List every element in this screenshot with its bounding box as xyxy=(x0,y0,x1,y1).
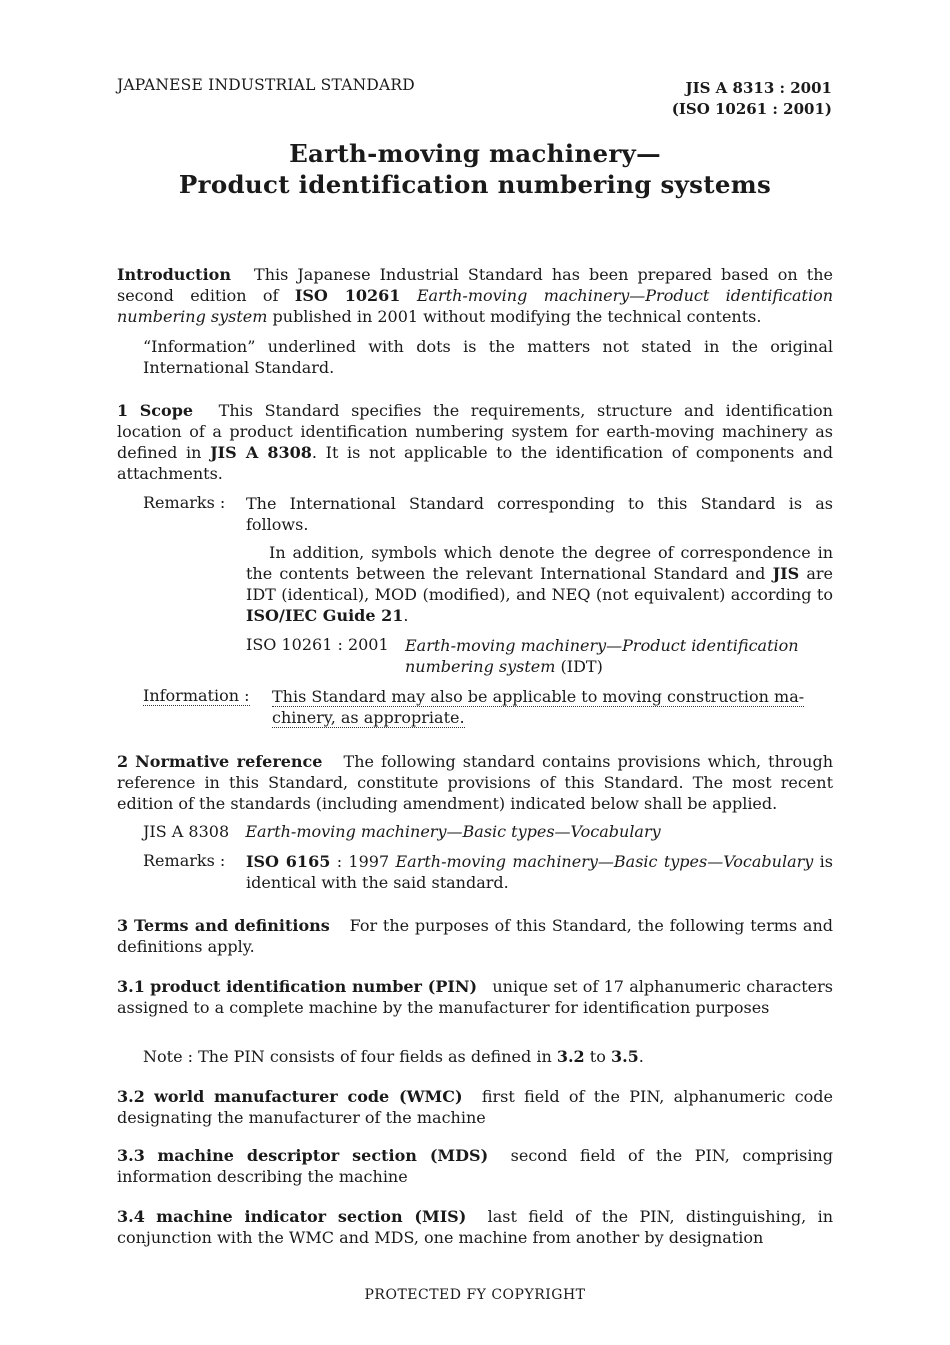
intro-std-ref: ISO 10261 xyxy=(294,286,401,305)
remarks-p2-text-b: are IDT (identical), MOD (modified), and NEQ (not equivalent) according to xyxy=(246,564,833,604)
intro-paragraph-2: “Information” underlined with dots is the matters not stated in the original International Standard. xyxy=(143,337,833,377)
def-text: last field of the PIN, distinguishing, in conjunction with the WMC and MDS, one machine from another by designation xyxy=(117,1207,834,1247)
page-title xyxy=(0,138,950,200)
information-label-text: Information : xyxy=(143,686,250,705)
def-term: machine indicator section (MIS) xyxy=(156,1207,467,1226)
title-line-2: Product identification numbering systems xyxy=(178,170,772,199)
normative-remarks-label: Remarks : xyxy=(143,851,226,870)
def-text: second field of the PIN, comprising information describing the machine xyxy=(117,1146,833,1186)
iso-standard-number: ISO 10261 : 2001 xyxy=(246,635,389,654)
def-number: 3.4 xyxy=(117,1207,145,1226)
iso-standard-title xyxy=(405,635,835,677)
normative-heading: Normative reference xyxy=(135,752,323,771)
note-ref-1: 3.2 xyxy=(556,1047,585,1066)
information-line-1: This Standard may also be applicable to moving construction ma- xyxy=(272,687,805,706)
intro-paragraph xyxy=(117,264,833,327)
def-number: 3.1 xyxy=(117,977,145,996)
iso-idt: (IDT) xyxy=(560,657,603,676)
normative-text: The following standard contains provisions which, through reference in this Standard, constitute provisions of this Standard. The most recent edition of the standards (including amendment) indicated below shall be applied. xyxy=(117,752,834,813)
jis-code: JIS A 8313 : 2001 xyxy=(685,79,832,97)
definition-3-3 xyxy=(117,1145,833,1187)
note-ref-2: 3.5 xyxy=(610,1047,639,1066)
def-term: world manufacturer code (WMC) xyxy=(154,1087,463,1106)
intro-heading: Introduction xyxy=(117,265,231,284)
iso-code: (ISO 10261 : 2001) xyxy=(671,100,832,118)
scope-paragraph xyxy=(117,400,833,484)
def-number: 3.2 xyxy=(117,1087,145,1106)
note-text: The PIN consists of four fields as defined in xyxy=(198,1047,552,1066)
normative-remarks-body xyxy=(246,851,833,893)
scope-text-1: This Standard specifies the requirements, structure and identification location of a product identification numbering system for earth-moving machinery as defined in xyxy=(117,401,833,462)
remarks-p2-guide: ISO/IEC Guide 21 xyxy=(246,606,404,625)
normative-number: 2 xyxy=(117,752,129,771)
terms-heading: Terms and definitions xyxy=(133,916,330,935)
normative-paragraph xyxy=(117,751,833,814)
note-end: . xyxy=(638,1047,644,1066)
header-code-block xyxy=(672,78,832,120)
information-line-2: chinery, as appropriate. xyxy=(272,708,465,727)
def-text: first field of the PIN, alphanumeric code designating the manufacturer of the machine xyxy=(117,1087,833,1127)
terms-paragraph xyxy=(117,915,833,957)
copyright-footer: PROTECTED FY COPYRIGHT xyxy=(364,1287,586,1303)
intro-text-2: published in 2001 without modifying the technical contents. xyxy=(272,307,762,326)
intro-text-1: This Japanese Industrial Standard has been prepared based on the second edition of xyxy=(117,265,833,305)
header-standard-label: JAPANESE INDUSTRIAL STANDARD xyxy=(117,76,415,94)
normative-rem-tail: is identical with the said standard. xyxy=(246,852,833,892)
normative-rem-std: ISO 6165 xyxy=(246,852,331,871)
normative-ref-code: JIS A 8308 xyxy=(143,822,230,841)
scope-remarks-label: Remarks : xyxy=(143,493,226,512)
terms-number: 3 xyxy=(117,916,129,935)
normative-rem-title: Earth-moving machinery—Basic types—Vocabulary xyxy=(395,852,814,871)
definition-3-2 xyxy=(117,1086,833,1128)
def-term: product identification number (PIN) xyxy=(150,977,478,996)
terms-text: For the purposes of this Standard, the following terms and definitions apply. xyxy=(117,916,833,956)
remarks-p2-text-a: In addition, symbols which denote the degree of correspondence in the contents between the relevant International Standard and xyxy=(246,543,833,583)
note-to: to xyxy=(589,1047,606,1066)
iso-title-text: Earth-moving machinery—Product identification numbering system xyxy=(405,636,799,676)
information-text xyxy=(272,686,804,728)
intro-std-title: Earth-moving machinery—Product identification numbering system xyxy=(117,286,834,326)
definition-3-1 xyxy=(117,976,833,1018)
information-label xyxy=(143,686,250,705)
remarks-p2-jis: JIS xyxy=(772,564,800,583)
scope-number: 1 xyxy=(117,401,129,420)
def-text: unique set of 17 alphanumeric characters assigned to a complete machine by the manufacturer for identification purposes xyxy=(117,977,833,1017)
def-term: machine descriptor section (MDS) xyxy=(157,1146,489,1165)
note-label: Note : xyxy=(143,1047,194,1066)
scope-remarks-p1: The International Standard corresponding to this Standard is as follows. xyxy=(246,494,833,534)
definition-3-4 xyxy=(117,1206,833,1248)
title-line-1: Earth-moving machinery— xyxy=(289,139,661,168)
scope-heading: Scope xyxy=(139,401,194,420)
normative-ref-line xyxy=(143,822,661,841)
scope-ref: JIS A 8308 xyxy=(210,443,312,462)
normative-rem-year: : 1997 xyxy=(336,852,390,871)
def-number: 3.3 xyxy=(117,1146,145,1165)
remarks-p2-text-c: . xyxy=(403,606,409,625)
normative-ref-title: Earth-moving machinery—Basic types—Vocabulary xyxy=(245,822,661,841)
pin-note xyxy=(143,1047,644,1066)
scope-text-2: . It is not applicable to the identification of components and attachments. xyxy=(117,443,834,483)
scope-remarks-p2 xyxy=(246,542,833,626)
